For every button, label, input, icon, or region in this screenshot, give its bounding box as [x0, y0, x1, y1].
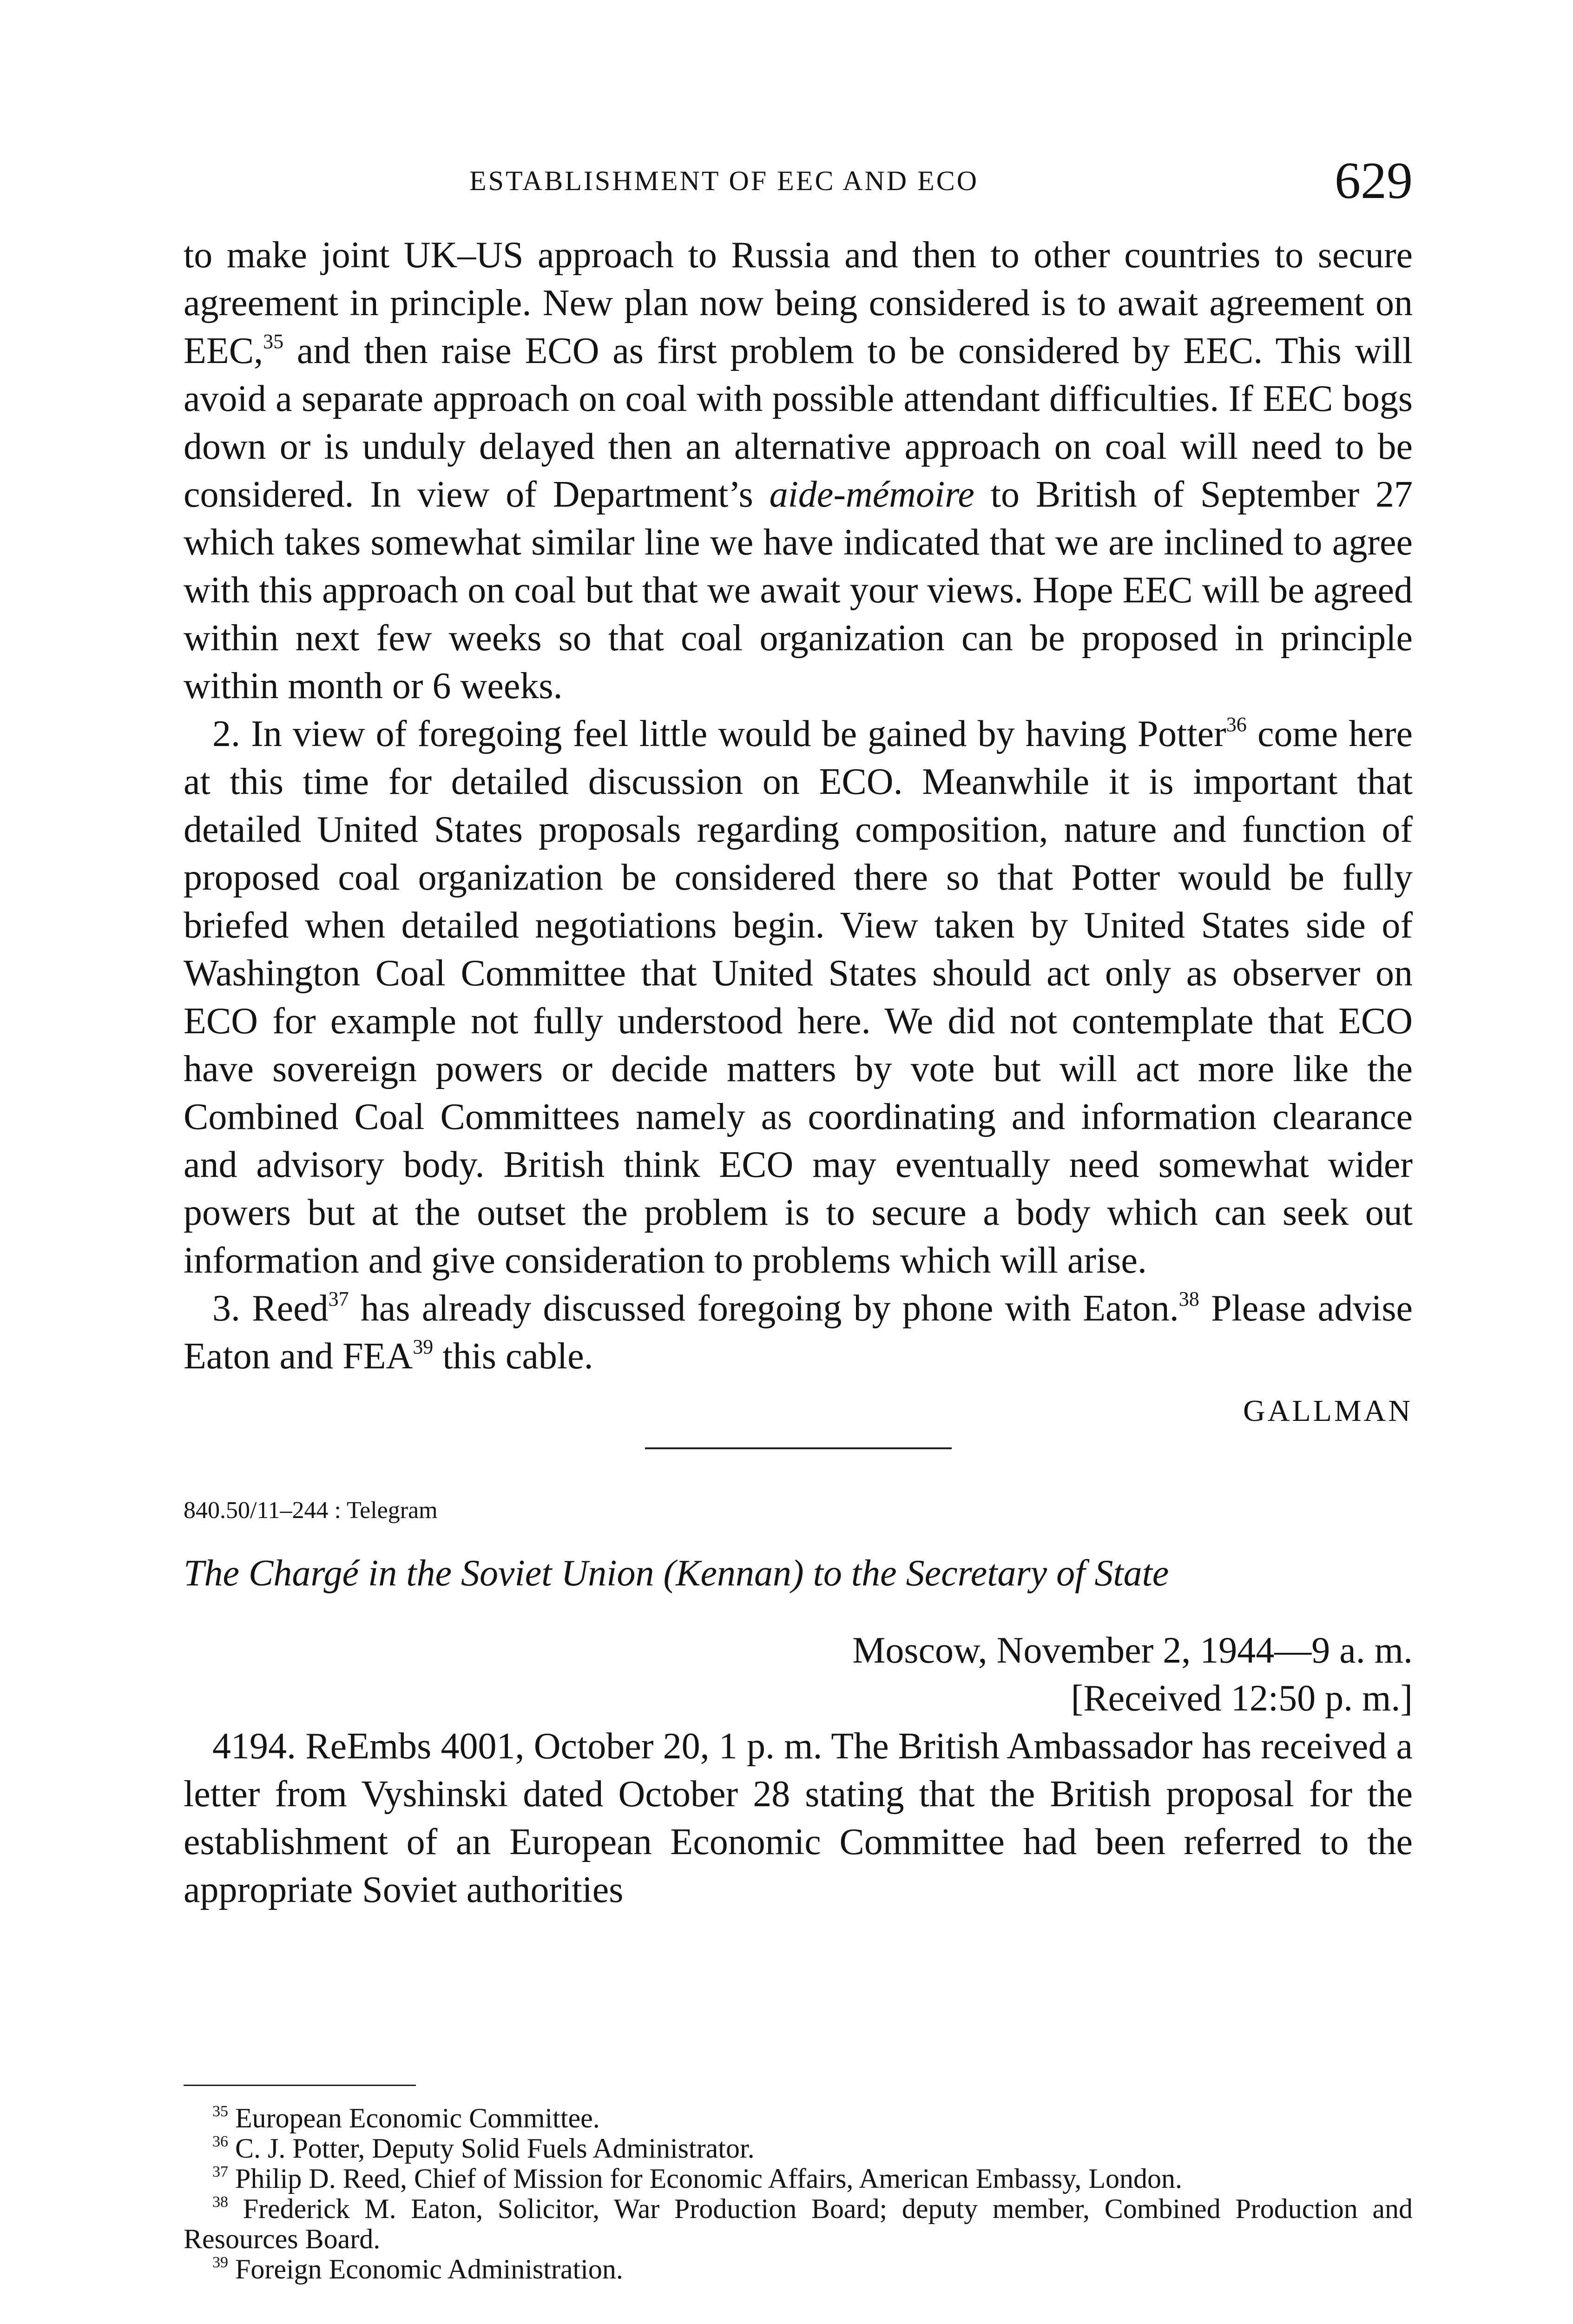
paragraph-text: to British of September 27 which takes somewhat similar line we have indicated that we are inclined to agree with this approach on coal but that we await your views. Hope EEC will be agreed within next few weeks so that coal organization can be proposed in principle within month or 6 weeks.: [184, 474, 1413, 706]
footnote-ref: 39: [413, 1335, 434, 1358]
footnote-number: 37: [212, 2163, 228, 2180]
footnote-number: 36: [212, 2133, 228, 2150]
page-header: [184, 152, 1413, 211]
received-line: [Received 12:50 p. m.]: [1071, 1678, 1413, 1719]
paragraph-3: [184, 1285, 1413, 1380]
page-number: 629: [1335, 152, 1413, 210]
footnote-ref: 38: [1178, 1287, 1199, 1310]
paragraph-text: Please advise Eaton and FEA: [184, 1288, 1413, 1377]
paragraph-text: 2. In view of foregoing feel little would be gained by having Potter: [212, 713, 1226, 754]
paragraph-text: 3. Reed: [212, 1288, 329, 1329]
footnote-text: Frederick M. Eaton, Solicitor, War Production Board; deputy member, Combined Production and Resources Board.: [184, 2193, 1413, 2254]
footnote-number: 39: [212, 2254, 228, 2271]
paragraph-text: this cable.: [433, 1336, 593, 1377]
paragraph-text: has already discussed foregoing by phone with Eaton.: [349, 1288, 1179, 1329]
footnote-rule: [184, 2085, 416, 2086]
footnote-text: Philip D. Reed, Chief of Mission for Economic Affairs, American Embassy, London.: [235, 2163, 1183, 2194]
section-divider: [645, 1447, 952, 1449]
footnote-number: 35: [212, 2103, 228, 2120]
footnote-ref: 37: [328, 1287, 349, 1310]
footnote: [184, 2194, 1413, 2254]
footnotes: [184, 2103, 1413, 2284]
footnote-text: Foreign Economic Administration.: [235, 2254, 623, 2284]
paragraph-text: come here at this time for detailed discussion on ECO. Meanwhile it is important that detailed United States proposals regarding composition, nature and function of proposed coal organization be considered there so that Potter would be fully briefed when detailed negotiations begin. View taken by United States side of Washington Coal Committee that United States should act only as observer on ECO for example not fully understood here. We did not contemplate that ECO have sovereign powers or decide matters by vote but will act more like the Combined Coal Committees namely as coordinating and information clearance and advisory body. British think ECO may eventually need somewhat wider powers but at the outset the problem is to secure a body which can seek out information and give consideration to problems which will arise.: [184, 713, 1413, 1281]
paragraph-1: [184, 231, 1413, 710]
footnote: [184, 2164, 1413, 2194]
emphasis-text: aide-mémoire: [769, 474, 974, 515]
paragraph-text: to make joint UK–US approach to Russia and then to other countries to secure agreement in principle. New plan now being considered is to await agreement on EEC,: [184, 235, 1413, 371]
footnote: [184, 2133, 1413, 2164]
footnote-text: C. J. Potter, Deputy Solid Fuels Administrator.: [235, 2133, 755, 2164]
paragraph-2: [184, 710, 1413, 1285]
running-head: ESTABLISHMENT OF EEC AND ECO: [469, 165, 979, 196]
signature: GALLMAN: [1243, 1394, 1413, 1428]
paragraph-text: and then raise ECO as first problem to be considered by EEC. This will avoid a separate approach on coal with possible attendant difficulties. If EEC bogs down or is unduly delayed then an alternative approach on coal will need to be considered. In view of Department’s: [184, 330, 1413, 515]
document-title: The Chargé in the Soviet Union (Kennan) to the Secretary of State: [184, 1553, 1169, 1594]
footnote-number: 38: [212, 2193, 228, 2211]
document-reference: 840.50/11–244 : Telegram: [184, 1497, 438, 1524]
footnote: [184, 2103, 1413, 2133]
telegram-body: 4194. ReEmbs 4001, October 20, 1 p. m. The British Ambassador has received a letter from Vyshinski dated October 28 stating that the British proposal for the establishment of an European Economic Committee had been referred to the appropriate Soviet authorities: [184, 1726, 1413, 1910]
dateline: Moscow, November 2, 1944—9 a. m.: [852, 1630, 1413, 1671]
main-text: [184, 231, 1413, 1914]
footnote-ref: 35: [263, 330, 284, 353]
footnote-ref: 36: [1226, 713, 1247, 736]
footnote: [184, 2254, 1413, 2284]
footnote-text: European Economic Committee.: [235, 2103, 600, 2133]
